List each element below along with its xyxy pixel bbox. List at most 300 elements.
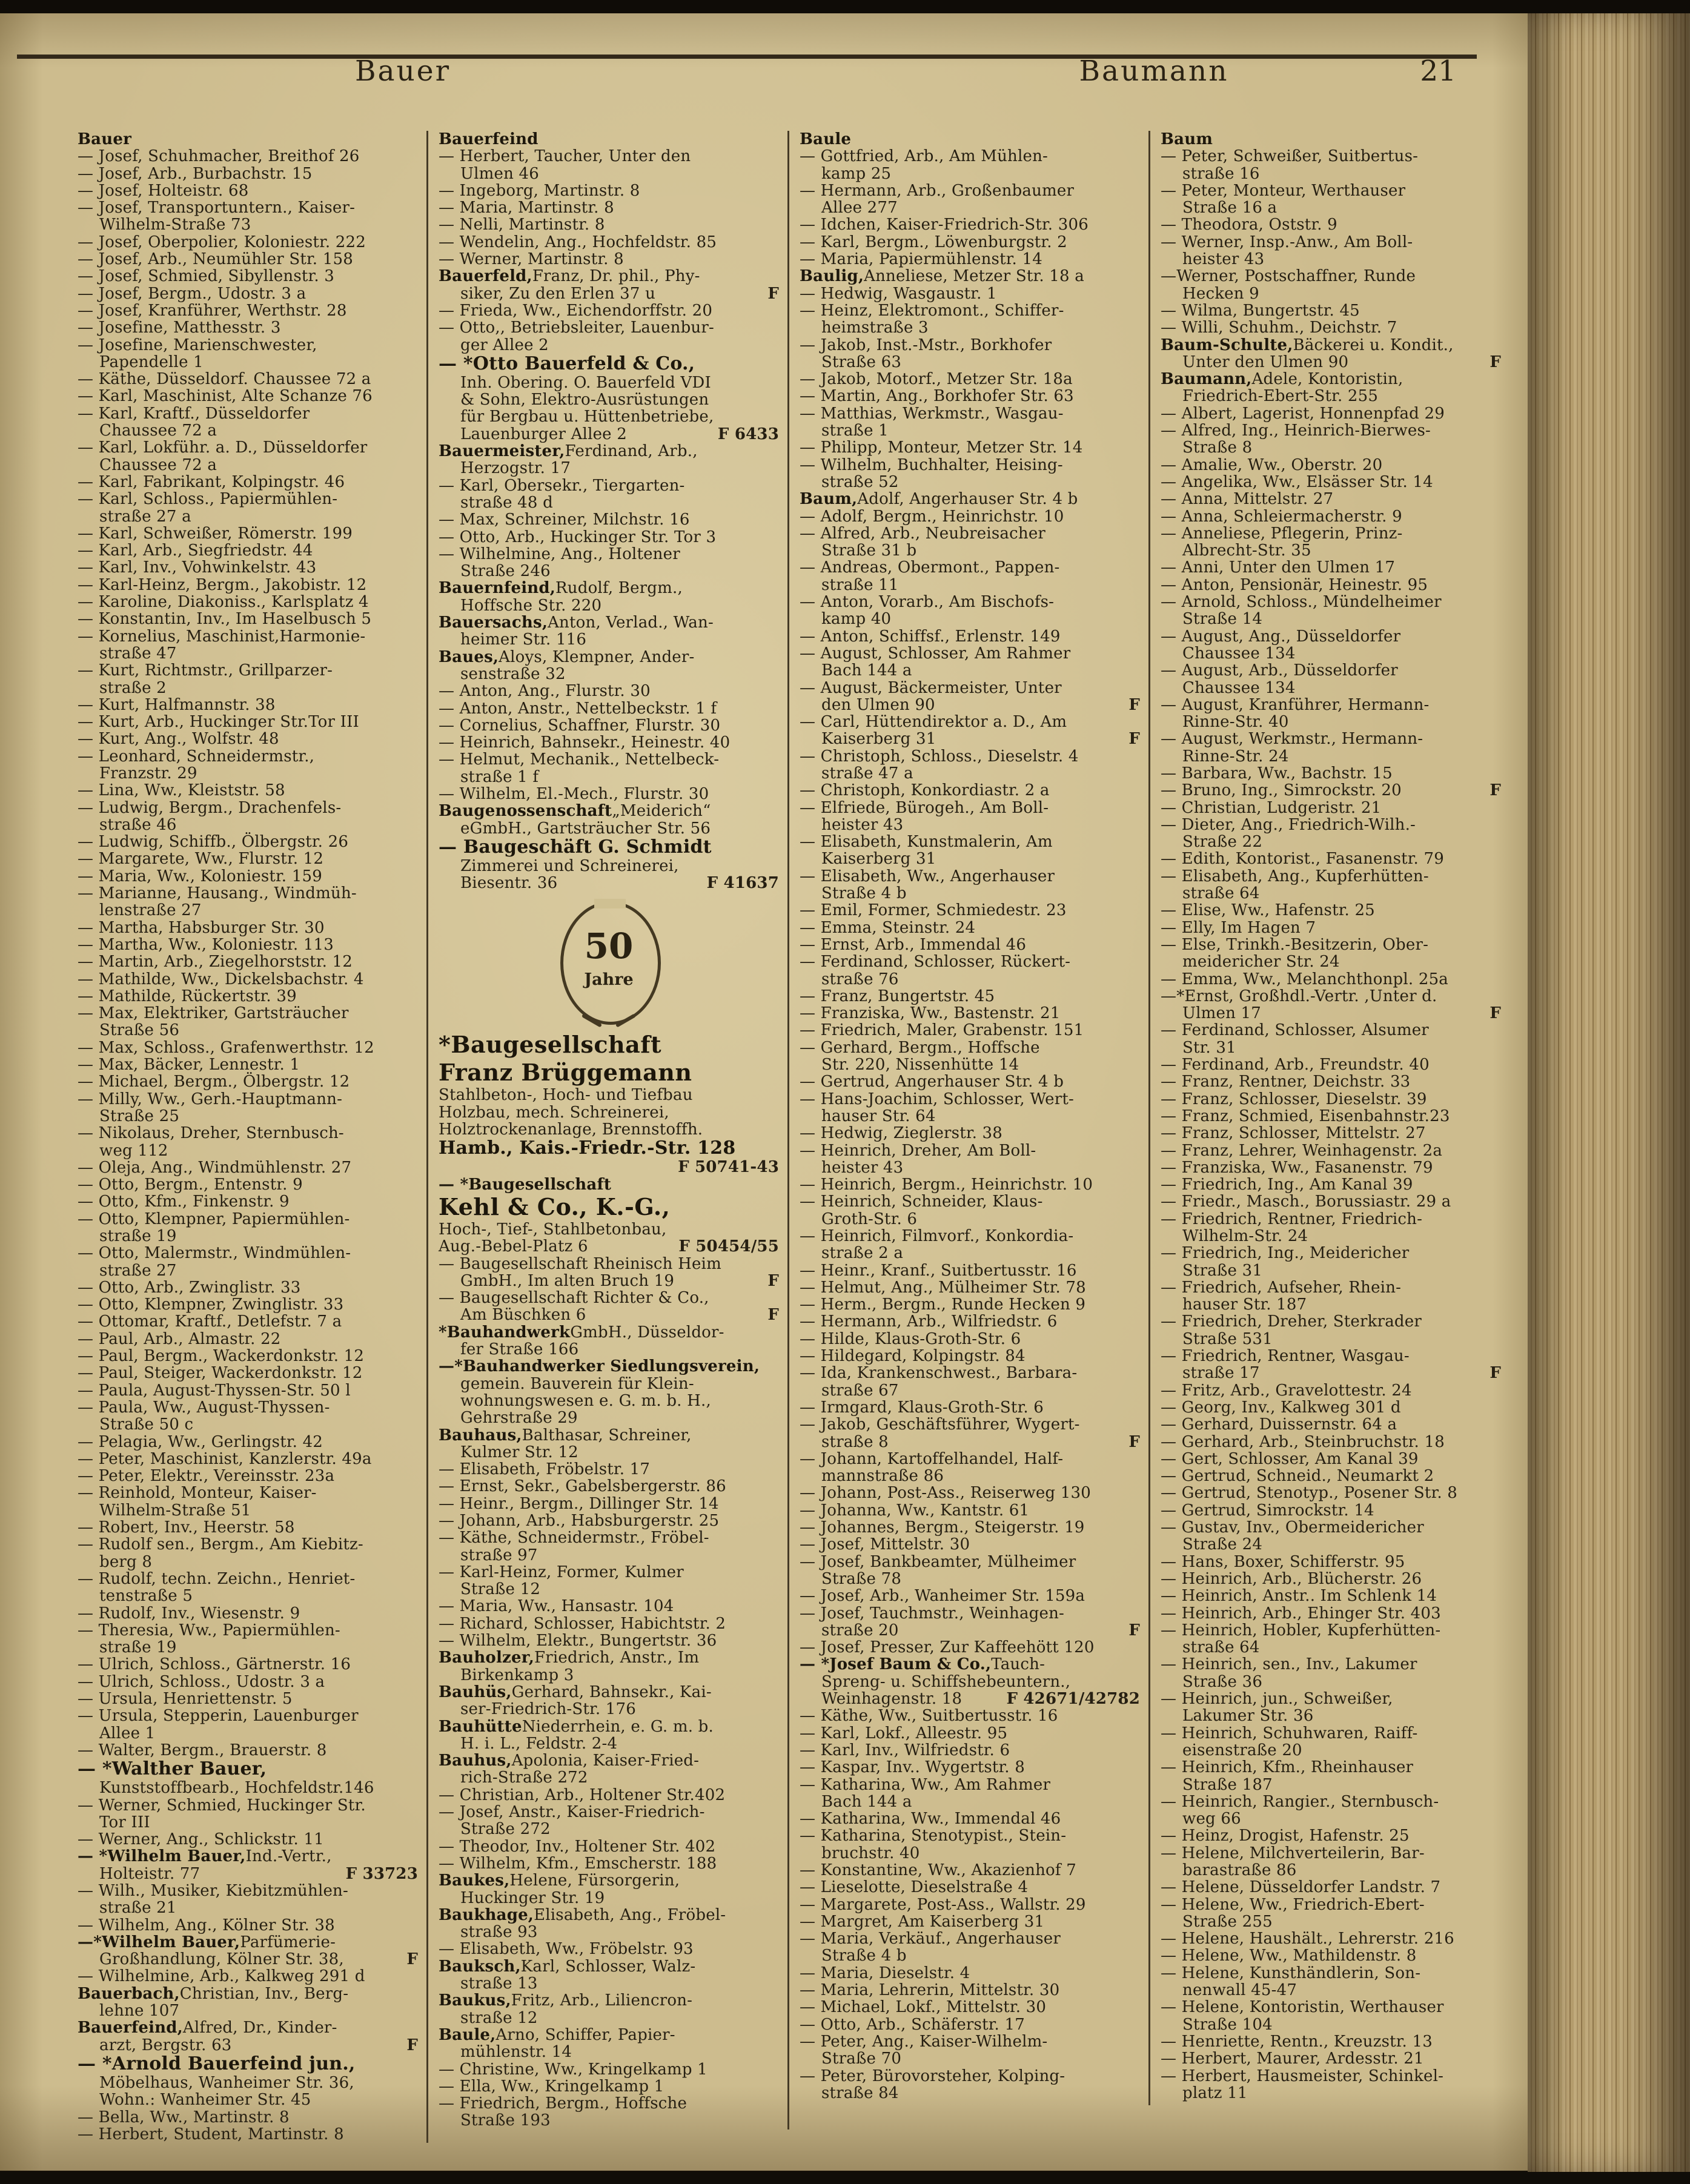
directory-line: Allee 1: [99, 1724, 156, 1742]
directory-line: — Heinrich, Arb., Blücherstr. 26: [1161, 1569, 1422, 1588]
page-header: [0, 13, 1529, 120]
directory-line: — Herm., Bergm., Runde Hecken 9: [800, 1296, 1086, 1314]
directory-line: — Franz, Bungertstr. 45: [800, 987, 995, 1005]
directory-line: — Robert, Inv., Heerstr. 58: [78, 1518, 295, 1537]
directory-line: — *Walther Bauer,: [78, 1758, 267, 1780]
directory-line: — Karl, Arb., Siegfriedstr. 44: [78, 541, 313, 560]
directory-line: — Henriette, Rentn., Kreuzstr. 13: [1161, 2032, 1433, 2051]
directory-line: — Ingeborg, Martinstr. 8: [439, 181, 640, 200]
directory-line: — Maria, Papiermühlenstr. 14: [800, 250, 1042, 269]
directory-line: Allee 277: [821, 199, 898, 217]
directory-line: straße 1 f: [460, 767, 539, 786]
directory-line: Chaussee 134: [1182, 644, 1296, 663]
directory-line: Baum-Schulte, Bäckerei u. Kondit.,: [1161, 336, 1454, 354]
directory-line: — Willi, Schuhm., Deichstr. 7: [1161, 319, 1397, 337]
directory-line: — Karl, Inv., Wilfriedstr. 6: [800, 1741, 1010, 1759]
directory-line: — Josef, Transportuntern., Kaiser-: [78, 199, 356, 217]
directory-line: — Franziska, Ww., Bastenstr. 21: [800, 1004, 1061, 1023]
directory-line: Straße 63: [821, 352, 902, 371]
directory-line: *Bauhandwerk GmbH., Düsseldor-: [439, 1323, 724, 1342]
directory-line: — Ursula, Henriettenstr. 5: [78, 1690, 293, 1709]
directory-line: — Heinrich, Schneider, Klaus-: [800, 1193, 1043, 1211]
directory-line: — Josefine, Matthesstr. 3: [78, 319, 281, 337]
directory-line: — Otto, Arb., Zwinglistr. 33: [78, 1278, 301, 1297]
directory-line: — Ferdinand, Schlosser, Rückert-: [800, 953, 1071, 971]
directory-line: — Franz, Schmied, Eisenbahnstr.23: [1161, 1107, 1450, 1125]
directory-line: Bauerbach, Christian, Inv., Berg-: [78, 1984, 349, 2003]
directory-line: — Elfriede, Bürogeh., Am Boll-: [800, 798, 1049, 817]
directory-line: — Emil, Former, Schmiedestr. 23: [800, 901, 1067, 920]
directory-line: — Rudolf, techn. Zeichn., Henriet-: [78, 1569, 356, 1588]
directory-line: — Otto, Klempner, Zwinglistr. 33: [78, 1296, 344, 1314]
scan-top-edge: [0, 0, 1690, 13]
directory-line: Bauhüs, Gerhard, Bahnsekr., Kai-: [439, 1683, 712, 1701]
directory-line: — Karl, Schweißer, Römerstr. 199: [78, 524, 353, 543]
directory-line: — Albert, Lagerist, Honnenpfad 29: [1161, 404, 1445, 423]
directory-line: straße 64: [1182, 884, 1260, 903]
directory-line: — Wilma, Bungertstr. 45: [1161, 301, 1360, 320]
directory-line: — Wilhelmine, Ang., Holtener: [439, 544, 680, 563]
directory-line: — Josef, Schmied, Sibyllenstr. 3: [78, 267, 334, 286]
directory-line: Wohn.: Wanheimer Str. 45: [99, 2091, 311, 2110]
directory-line: Bauer: [78, 130, 131, 148]
directory-line: — Friedrich, Ing., Meidericher: [1161, 1244, 1410, 1263]
directory-line: weg 66: [1182, 1810, 1241, 1828]
directory-line: Baule: [800, 130, 852, 148]
directory-line: — August, Ang., Düsseldorfer: [1161, 627, 1401, 646]
directory-line: berg 8: [99, 1552, 153, 1571]
directory-line: Straße 31: [1182, 1261, 1263, 1280]
directory-line: — Hedwig, Zieglerstr. 38: [800, 1124, 1003, 1143]
column-3: [800, 131, 1150, 2105]
directory-line: Straße 36: [1182, 1672, 1263, 1691]
directory-line: Baum: [1161, 130, 1213, 148]
directory-line: — Else, Trinkh.-Besitzerin, Ober-: [1161, 935, 1429, 954]
directory-line: — Martha, Habsburger Str. 30: [78, 918, 325, 937]
directory-line: — Theodora, Oststr. 9: [1161, 216, 1337, 234]
directory-line: heister 43: [821, 815, 904, 834]
directory-line: Tor III: [99, 1813, 150, 1832]
directory-line: — Ludwig, Schiffb., Ölbergstr. 26: [78, 833, 349, 852]
directory-line: Baugenossenschaft „Meiderich“: [439, 802, 711, 821]
directory-line: Huckinger Str. 19: [460, 1888, 605, 1907]
directory-line: straße 20 F: [821, 1621, 1140, 1640]
directory-line: — *Otto Bauerfeld & Co.,: [439, 352, 695, 374]
directory-line: Kaiserberg 31: [821, 850, 936, 869]
directory-line: — Otto, Arb., Huckinger Str. Tor 3: [439, 528, 717, 546]
directory-line: — Josef, Bergm., Udostr. 3 a: [78, 284, 307, 303]
scan-bottom-edge: [0, 2172, 1690, 2184]
directory-line: — Barbara, Ww., Bachstr. 15: [1161, 764, 1393, 783]
directory-line: — Nikolaus, Dreher, Sternbusch-: [78, 1124, 344, 1143]
directory-line: Straße 272: [460, 1820, 551, 1839]
directory-line: — Wilhelm, Buchhalter, Heising-: [800, 455, 1063, 474]
directory-line: — Heinrich, Kfm., Rheinhauser: [1161, 1758, 1414, 1777]
directory-line: — Josef, Schuhmacher, Breithof 26: [78, 147, 360, 166]
directory-line: — Hans, Boxer, Schifferstr. 95: [1161, 1552, 1405, 1571]
directory-line: Rinne-Str. 24: [1182, 747, 1289, 766]
directory-line: ger Allee 2: [460, 336, 549, 354]
directory-line: Hoffsche Str. 220: [460, 596, 602, 615]
directory-line: straße 2: [99, 678, 167, 697]
directory-line: Straße 193: [460, 2111, 551, 2130]
directory-line: Straße 4 b: [821, 1947, 907, 1965]
directory-line: hauser Str. 187: [1182, 1296, 1307, 1314]
directory-line: — Konstantine, Ww., Akazienhof 7: [800, 1861, 1076, 1879]
directory-line: — Maria, Martinstr. 8: [439, 199, 614, 217]
directory-line: — Josef, Oberpolier, Koloniestr. 222: [78, 233, 366, 251]
directory-line: Birkenkamp 3: [460, 1666, 574, 1684]
directory-line: — Heinrich, sen., Inv., Lakumer: [1161, 1655, 1417, 1674]
directory-line: Straße 22: [1182, 833, 1263, 852]
directory-line: — Frieda, Ww., Eichendorffstr. 20: [439, 301, 713, 320]
directory-line: — Josef, Bankbeamter, Mülheimer: [800, 1552, 1076, 1571]
directory-line: — Leonhard, Schneidermstr.,: [78, 747, 315, 766]
directory-line: Zimmerei und Schreinerei,: [460, 856, 679, 875]
directory-line: Hecken 9: [1182, 284, 1259, 303]
directory-line: — Max, Schreiner, Milchstr. 16: [439, 511, 690, 529]
directory-line: Str. 31: [1182, 1038, 1236, 1057]
directory-line: Bauholzer, Friedrich, Anstr., Im: [439, 1649, 700, 1667]
directory-line: — Anton, Pensionär, Heinestr. 95: [1161, 575, 1428, 594]
directory-line: —*Bauhandwerker Siedlungsverein,: [439, 1357, 760, 1376]
directory-line: — Max, Elektriker, Gartsträucher: [78, 1004, 349, 1023]
directory-line: Herzogstr. 17: [460, 459, 571, 478]
directory-line: — Bella, Ww., Martinstr. 8: [78, 2108, 290, 2126]
column-2: [439, 131, 789, 2129]
directory-line: — Kornelius, Maschinist,Harmonie-: [78, 627, 366, 646]
directory-line: — Fritz, Arb., Gravelottestr. 24: [1161, 1381, 1412, 1400]
directory-line: — Helene, Haushält., Lehrerstr. 216: [1161, 1930, 1454, 1948]
directory-line: — Paula, Ww., August-Thyssen-: [78, 1398, 330, 1417]
directory-line: — Friedrich, Rentner, Friedrich-: [1161, 1209, 1423, 1228]
directory-line: Straße 187: [1182, 1775, 1273, 1794]
directory-line: — Emma, Steinstr. 24: [800, 918, 976, 937]
directory-line: Baukes, Helene, Fürsorgerin,: [439, 1871, 680, 1890]
directory-line: — Andreas, Obermont., Pappen-: [800, 558, 1060, 577]
directory-line: H. i. L., Feldstr. 2-4: [460, 1734, 618, 1753]
directory-line: Straße 16 a: [1182, 199, 1277, 217]
directory-line: — Käthe, Schneidermstr., Fröbel-: [439, 1529, 709, 1547]
directory-line: — Wilhelm, Kfm., Emscherstr. 188: [439, 1854, 717, 1873]
directory-line: — Angelika, Ww., Elsässer Str. 14: [1161, 472, 1433, 491]
directory-line: — Elisabeth, Ww., Fröbelstr. 93: [439, 1940, 694, 1959]
directory-line: — Kurt, Halfmannstr. 38: [78, 695, 276, 714]
directory-line: — Wilhelm, Ang., Kölner Str. 38: [78, 1916, 335, 1934]
directory-line: weg 112: [99, 1141, 168, 1160]
directory-line: — Josef, Mittelstr. 30: [800, 1535, 970, 1554]
directory-line: Groth-Str. 6: [821, 1209, 918, 1228]
directory-line: — Gerhard, Duissernstr. 64 a: [1161, 1415, 1397, 1434]
directory-line: straße 19: [99, 1227, 177, 1245]
directory-line: Straße 255: [1182, 1912, 1273, 1931]
directory-line: — Otto, Malermstr., Windmühlen-: [78, 1244, 351, 1263]
directory-line: Baulig, Anneliese, Metzer Str. 18 a: [800, 267, 1084, 286]
directory-line: — Anton, Schiffsf., Erlenstr. 149: [800, 627, 1061, 646]
directory-line: — Otto, Klempner, Papiermühlen-: [78, 1209, 350, 1228]
directory-line: — Käthe, Düsseldorf. Chaussee 72 a: [78, 370, 371, 389]
directory-line: — Karoline, Diakoniss., Karlsplatz 4: [78, 593, 369, 612]
book-page-stack-edge: [1528, 0, 1690, 2184]
directory-line: — Max, Schloss., Grafenwerthstr. 12: [78, 1038, 374, 1057]
directory-line: für Bergbau u. Hüttenbetriebe,: [460, 408, 714, 426]
directory-line: — Christian, Arb., Holtener Str.402: [439, 1785, 726, 1804]
anniversary-wreath-icon: 50 Jahre: [541, 898, 677, 1027]
directory-line: Straße 12: [460, 1580, 541, 1599]
directory-line: — Amalie, Ww., Oberstr. 20: [1161, 455, 1383, 474]
directory-line: straße 48 d: [460, 493, 553, 512]
directory-line: — Josef, Kranführer, Werthstr. 28: [78, 301, 347, 320]
directory-line: — Heinrich, Schuhwaren, Raiff-: [1161, 1724, 1418, 1742]
directory-line: rich-Straße 272: [460, 1769, 588, 1787]
directory-line: Straße 25: [99, 1107, 180, 1125]
directory-line: straße 17 F: [1182, 1364, 1501, 1383]
directory-line: Rinne-Str. 40: [1182, 713, 1289, 732]
directory-line: — Helene, Düsseldorfer Landstr. 7: [1161, 1878, 1441, 1897]
directory-line: Straße 78: [821, 1569, 902, 1588]
directory-line: — Elisabeth, Kunstmalerin, Am: [800, 833, 1053, 852]
directory-line: — Wilhelm, Elektr., Bungertstr. 36: [439, 1632, 717, 1650]
directory-line: Holztrockenanlage, Brennstoffh.: [439, 1120, 703, 1139]
directory-line: Straße 246: [460, 562, 551, 581]
directory-line: — Josef, Arb., Neumühler Str. 158: [78, 250, 353, 269]
directory-line: Straße 4 b: [821, 884, 907, 903]
directory-line: — Otto, Arb., Schäferstr. 17: [800, 2015, 1025, 2034]
directory-line: — Heinrich, Dreher, Am Boll-: [800, 1141, 1036, 1160]
directory-line: Am Büschken 6 F: [460, 1306, 779, 1325]
directory-line: Chaussee 72 a: [99, 455, 217, 474]
directory-line: — Richard, Schlosser, Habichtstr. 2: [439, 1614, 726, 1633]
directory-line: — Friedrich, Aufseher, Rhein-: [1161, 1278, 1402, 1297]
directory-line: Großhandlung, Kölner Str. 38, F: [99, 1950, 418, 1969]
directory-line: — Karl, Bergm., Löwenburgstr. 2: [800, 233, 1067, 251]
directory-line: — Wilhelmine, Arb., Kalkweg 291 d: [78, 1967, 365, 1986]
directory-line: Straße 70: [821, 2050, 902, 2068]
directory-line: — Herbert, Hausmeister, Schinkel-: [1161, 2067, 1444, 2085]
directory-line: — Rudolf sen., Bergm., Am Kiebitz-: [78, 1535, 363, 1554]
directory-line: — Elisabeth, Ww., Angerhauser: [800, 867, 1055, 885]
directory-line: Franzstr. 29: [99, 764, 197, 783]
directory-line: — Josef, Holteistr. 68: [78, 181, 249, 200]
directory-line: Bach 144 a: [821, 661, 912, 680]
directory-line: — Kurt, Richtmstr., Grillparzer-: [78, 661, 333, 680]
directory-line: — Margarete, Post-Ass., Wallstr. 29: [800, 1895, 1086, 1914]
directory-line: — Peter, Monteur, Werthauser: [1161, 181, 1406, 200]
directory-line: — Heinz, Drogist, Hafenstr. 25: [1161, 1827, 1410, 1845]
directory-line: — Theresia, Ww., Papiermühlen-: [78, 1621, 340, 1640]
directory-line: — Gustav, Inv., Obermeidericher: [1161, 1518, 1424, 1537]
directory-line: — Martin, Ang., Borkhofer Str. 63: [800, 387, 1074, 406]
directory-line: — Elly, Im Hagen 7: [1161, 918, 1316, 937]
directory-line: Bauhus, Apolonia, Kaiser-Fried-: [439, 1752, 700, 1770]
directory-line: — August, Werkmstr., Hermann-: [1161, 730, 1423, 749]
directory-line: Straße 531: [1182, 1329, 1273, 1348]
directory-line: — Josef, Arb., Burbachstr. 15: [78, 164, 313, 183]
directory-line: Bauernfeind, Rudolf, Bergm.,: [439, 579, 683, 598]
directory-line: — Baugesellschaft Richter & Co.,: [439, 1289, 709, 1308]
directory-line: Biesentr. 36 F 41637: [460, 874, 779, 893]
directory-line: — Herbert, Maurer, Ardesstr. 21: [1161, 2050, 1424, 2068]
directory-line: —*Wilhelm Bauer, Parfümerie-: [78, 1933, 336, 1951]
directory-line: straße 97: [460, 1546, 538, 1564]
directory-line: Möbelhaus, Wanheimer Str. 36,: [99, 2073, 354, 2092]
directory-line: — Otto, Kfm., Finkenstr. 9: [78, 1193, 290, 1211]
directory-line: Straße 50 c: [99, 1415, 194, 1434]
directory-line: Baule, Arno, Schiffer, Papier-: [439, 2025, 675, 2044]
directory-line: — *Wilhelm Bauer, Ind.-Vertr.,: [78, 1847, 332, 1866]
directory-line: mühlenstr. 14: [460, 2043, 572, 2062]
directory-line: lenstraße 27: [99, 901, 202, 920]
header-right-surname: Baumann: [1079, 55, 1229, 88]
directory-line: & Sohn, Elektro-Ausrüstungen: [460, 391, 709, 409]
directory-line: Str. 220, Nissenhütte 14: [821, 1056, 1019, 1074]
directory-line: — Christine, Ww., Kringelkamp 1: [439, 2060, 707, 2079]
directory-line: — Maria, Ww., Koloniestr. 159: [78, 867, 322, 885]
directory-line: — Heinrich, Anstr.. Im Schlenk 14: [1161, 1587, 1437, 1606]
directory-line: — Lieselotte, Dieselstraße 4: [800, 1878, 1029, 1897]
directory-line: — Elise, Ww., Hafenstr. 25: [1161, 901, 1375, 920]
directory-line: — Dieter, Ang., Friedrich-Wilh.-: [1161, 815, 1416, 834]
directory-line: Franz Brüggemann: [439, 1059, 692, 1087]
directory-line: — August, Kranführer, Hermann-: [1161, 695, 1430, 714]
directory-line: — Christoph, Konkordiastr. 2 a: [800, 781, 1050, 800]
directory-line: — Anna, Schleiermacherstr. 9: [1161, 507, 1402, 526]
directory-line: Albrecht-Str. 35: [1182, 541, 1311, 560]
directory-line: — Hermann, Arb., Wilfriedstr. 6: [800, 1312, 1058, 1331]
directory-line: — Heinrich, Arb., Ehinger Str. 403: [1161, 1604, 1441, 1623]
directory-line: Straße 104: [1182, 2015, 1273, 2034]
directory-line: — Katharina, Ww., Am Rahmer: [800, 1775, 1051, 1794]
directory-line: straße 47: [99, 644, 177, 663]
directory-line: senstraße 32: [460, 664, 566, 683]
directory-line: — Baugesellschaft Rheinisch Heim: [439, 1254, 721, 1273]
directory-line: — Herbert, Student, Martinstr. 8: [78, 2125, 344, 2143]
directory-line: — Michael, Lokf., Mittelstr. 30: [800, 1998, 1047, 2017]
directory-line: — Bruno, Ing., Simrockstr. 20 F: [1161, 781, 1501, 800]
directory-line: — Heinrich, Bahnsekr., Heinestr. 40: [439, 733, 731, 752]
directory-line: kamp 40: [821, 610, 892, 629]
directory-line: straße 52: [821, 472, 899, 491]
directory-line: Chaussee 72 a: [99, 422, 217, 440]
directory-line: — Peter, Schweißer, Suitbertus-: [1161, 147, 1419, 166]
directory-line: Straße 56: [99, 1021, 180, 1040]
directory-line: — Max, Bäcker, Lennestr. 1: [78, 1056, 300, 1074]
directory-line: Lauenburger Allee 2 F 6433: [460, 425, 779, 443]
directory-line: — Ulrich, Schloss., Udostr. 3 a: [78, 1672, 325, 1691]
directory-line: — Helene, Kunsthändlerin, Son-: [1161, 1964, 1421, 1982]
directory-line: straße 11: [821, 575, 899, 594]
directory-line: straße 21: [99, 1899, 177, 1918]
directory-line: heimer Str. 116: [460, 630, 587, 649]
directory-line: — Josefine, Marienschwester,: [78, 336, 317, 354]
directory-line: Straße 31 b: [821, 541, 917, 560]
directory-line: Kunststoffbearb., Hochfeldstr.146: [99, 1779, 374, 1798]
directory-line: — Friedrich, Dreher, Sterkrader: [1161, 1312, 1422, 1331]
directory-line: — Friedrich, Ing., Am Kanal 39: [1161, 1176, 1413, 1194]
directory-line: straße 8 F: [821, 1432, 1140, 1451]
directory-line: — Oleja, Ang., Windmühlenstr. 27: [78, 1158, 352, 1177]
directory-line: straße 64: [1182, 1638, 1260, 1657]
column-1: [78, 131, 428, 2143]
directory-line: — Ferdinand, Arb., Freundstr. 40: [1161, 1056, 1430, 1074]
directory-line: — Helmut, Ang., Mülheimer Str. 78: [800, 1278, 1086, 1297]
directory-line: Bauerfeind: [439, 130, 538, 148]
directory-line: Chaussee 134: [1182, 678, 1296, 697]
directory-line: — Karl, Lokf., Alleestr. 95: [800, 1724, 1008, 1742]
directory-line: — Hildegard, Kolpingstr. 84: [800, 1347, 1026, 1366]
directory-line: — Peter, Maschinist, Kanzlerstr. 49a: [78, 1449, 372, 1468]
directory-line: platz 11: [1182, 2083, 1248, 2102]
directory-line: — Wilh., Musiker, Kiebitzmühlen-: [78, 1881, 348, 1900]
directory-line: Kulmer Str. 12: [460, 1443, 578, 1461]
directory-line: Friedrich-Ebert-Str. 255: [1182, 387, 1379, 406]
directory-line: — Franz, Lehrer, Weinhagenstr. 2a: [1161, 1141, 1443, 1160]
directory-line: bruchstr. 40: [821, 1844, 920, 1862]
directory-line: — Helene, Ww., Mathildenstr. 8: [1161, 1947, 1417, 1965]
directory-line: — Gertrud, Schneid., Neumarkt 2: [1161, 1467, 1434, 1486]
directory-line: — Werner, Ang., Schlickstr. 11: [78, 1830, 324, 1849]
directory-line: — Wendelin, Ang., Hochfeldstr. 85: [439, 233, 717, 251]
directory-line: — Rudolf, Inv., Wiesenstr. 9: [78, 1604, 300, 1623]
directory-line: wohnungswesen e. G. m. b. H.,: [460, 1391, 711, 1410]
directory-line: — Paul, Arb., Almastr. 22: [78, 1329, 281, 1348]
directory-line: — Gert, Schlosser, Am Kanal 39: [1161, 1449, 1419, 1468]
directory-line: — Mathilde, Ww., Dickelsbachstr. 4: [78, 970, 364, 988]
directory-line: — Hilde, Klaus-Groth-Str. 6: [800, 1329, 1021, 1348]
directory-line: *Baugesellschaft: [439, 1031, 662, 1059]
directory-line: — Martha, Ww., Koloniestr. 113: [78, 935, 334, 954]
directory-line: Aug.-Bebel-Platz 6 F 50454/55: [439, 1237, 779, 1256]
directory-line: — Elisabeth, Ang., Kupferhütten-: [1161, 867, 1429, 885]
directory-line: — Heinrich, Filmvorf., Konkordia-: [800, 1227, 1074, 1245]
directory-line: — Ernst, Arb., Immendal 46: [800, 935, 1027, 954]
directory-line: lehne 107: [99, 2002, 180, 2020]
directory-line: — Otto, Bergm., Entenstr. 9: [78, 1176, 303, 1194]
directory-line: Wilhelm-Straße 73: [99, 216, 251, 234]
directory-line: eGmbH., Gartsträucher Str. 56: [460, 819, 711, 838]
directory-line: Straße 14: [1182, 610, 1263, 629]
directory-line: — Helmut, Mechanik., Nettelbeck-: [439, 750, 720, 769]
directory-line: — Karl, Obersekr., Tiergarten-: [439, 476, 685, 495]
directory-line: — Kaspar, Inv.. Wygertstr. 8: [800, 1758, 1025, 1777]
directory-line: straße 93: [460, 1923, 538, 1942]
directory-line: — Friedr., Masch., Borussiastr. 29 a: [1161, 1193, 1451, 1211]
directory-line: — Karl, Kraftf., Düsseldorfer: [78, 404, 310, 423]
directory-line: — Martin, Arb., Ziegelhorststr. 12: [78, 953, 353, 971]
directory-line: Bauerfeld, Franz, Dr. phil., Phy-: [439, 267, 700, 286]
directory-line: — Baugeschäft G. Schmidt: [439, 836, 712, 858]
directory-line: — Ursula, Stepperin, Lauenburger: [78, 1707, 359, 1726]
directory-line: — Ulrich, Schloss., Gärtnerstr. 16: [78, 1655, 351, 1674]
directory-line: Spreng- u. Schiffshebeuntern.,: [821, 1672, 1071, 1691]
directory-line: Baumann, Adele, Kontoristin,: [1161, 370, 1403, 389]
directory-line: — Anton, Vorarb., Am Bischofs-: [800, 593, 1055, 612]
directory-line: — Heinrich, Hobler, Kupferhütten-: [1161, 1621, 1441, 1640]
directory-line: — Maria, Ww., Hansastr. 104: [439, 1597, 674, 1616]
directory-line: Stahlbeton-, Hoch- und Tiefbau: [439, 1086, 693, 1105]
directory-line: — Ida, Krankenschwest., Barbara-: [800, 1364, 1078, 1383]
directory-line: Straße 24: [1182, 1535, 1263, 1554]
directory-line: — Peter, Ang., Kaiser-Wilhelm-: [800, 2032, 1048, 2051]
directory-line: heimstraße 3: [821, 319, 929, 337]
directory-line: kamp 25: [821, 164, 892, 183]
directory-line: — Jakob, Geschäftsführer, Wygert-: [800, 1415, 1080, 1434]
directory-line: — Wilhelm, El.-Mech., Flurstr. 30: [439, 784, 709, 803]
directory-line: — Nelli, Martinstr. 8: [439, 216, 605, 234]
directory-line: — Arnold, Schloss., Mündelheimer: [1161, 593, 1442, 612]
directory-line: heister 43: [1182, 250, 1265, 269]
directory-line: straße 13: [460, 1974, 538, 1993]
